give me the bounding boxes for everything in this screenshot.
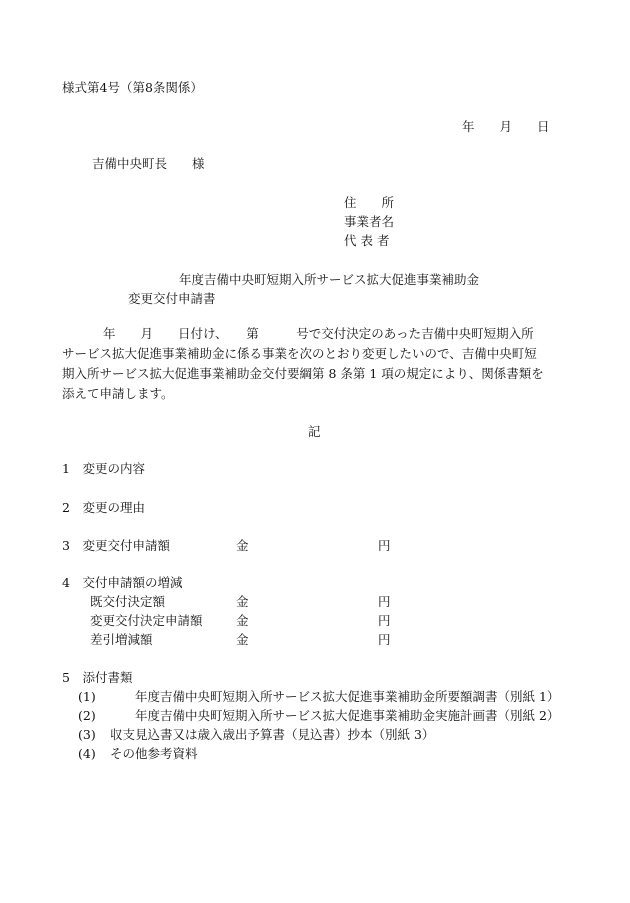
body-line-4: 添えて申請します。 [62, 386, 174, 401]
applicant-address-label: 住 所 [344, 195, 395, 210]
item4-row-en: 円 [378, 613, 391, 628]
body-line-1: 年 月 日付け、 第 号で交付決定のあった吉備中央町短期入所 [103, 326, 534, 341]
attachment-num: (4) [78, 746, 96, 761]
applicant-rep-label: 代 表 者 [344, 233, 390, 248]
item5-label: 5 添付書類 [62, 670, 133, 685]
attachment-text: 年度吉備中央町短期入所サービス拡大促進事業補助金実施計画書（別紙 2） [135, 708, 560, 723]
attachment-num: (3) [78, 727, 96, 742]
item2-label: 2 変更の理由 [62, 500, 145, 515]
body-line-2: サービス拡大促進事業補助金に係る事業を次のとおり変更したいので、吉備中央町短 [62, 346, 537, 361]
item3-label: 3 変更交付申請額 [62, 538, 170, 553]
attachment-num: (2) [78, 708, 96, 723]
title-line2: 変更交付申請書 [128, 291, 216, 306]
item3-kin: 金 [236, 538, 249, 553]
title-line1: 年度吉備中央町短期入所サービス拡大促進事業補助金 [179, 272, 480, 287]
attachment-num: (1) [78, 689, 96, 704]
date-line: 年 月 日 [462, 119, 550, 134]
ki-heading: 記 [308, 424, 321, 439]
body-line-3: 期入所サービス拡大促進事業補助金交付要綱第 8 条第 1 項の規定により、関係書類を [62, 366, 544, 381]
item4-row-en: 円 [378, 632, 391, 647]
addressee: 吉備中央町長 様 [92, 156, 205, 171]
attachment-text: その他参考資料 [110, 746, 198, 761]
item4-row-label: 差引増減額 [90, 632, 153, 647]
item4-row-en: 円 [378, 594, 391, 609]
item4-row-kin: 金 [236, 632, 249, 647]
item3-en: 円 [378, 538, 391, 553]
item4-row-kin: 金 [236, 594, 249, 609]
item4-label: 4 交付申請額の増減 [62, 575, 183, 590]
item1-label: 1 変更の内容 [62, 461, 145, 476]
applicant-business-label: 事業者名 [344, 214, 395, 229]
item4-row-label: 既交付決定額 [90, 594, 166, 609]
attachment-text: 収支見込書又は歳入歳出予算書（見込書）抄本（別紙 3） [110, 727, 435, 742]
form-number: 様式第4号（第8条関係） [62, 80, 203, 95]
attachment-text: 年度吉備中央町短期入所サービス拡大促進事業補助金所要額調書（別紙 1） [135, 689, 560, 704]
item4-row-kin: 金 [236, 613, 249, 628]
item4-row-label: 変更交付決定申請額 [90, 613, 203, 628]
